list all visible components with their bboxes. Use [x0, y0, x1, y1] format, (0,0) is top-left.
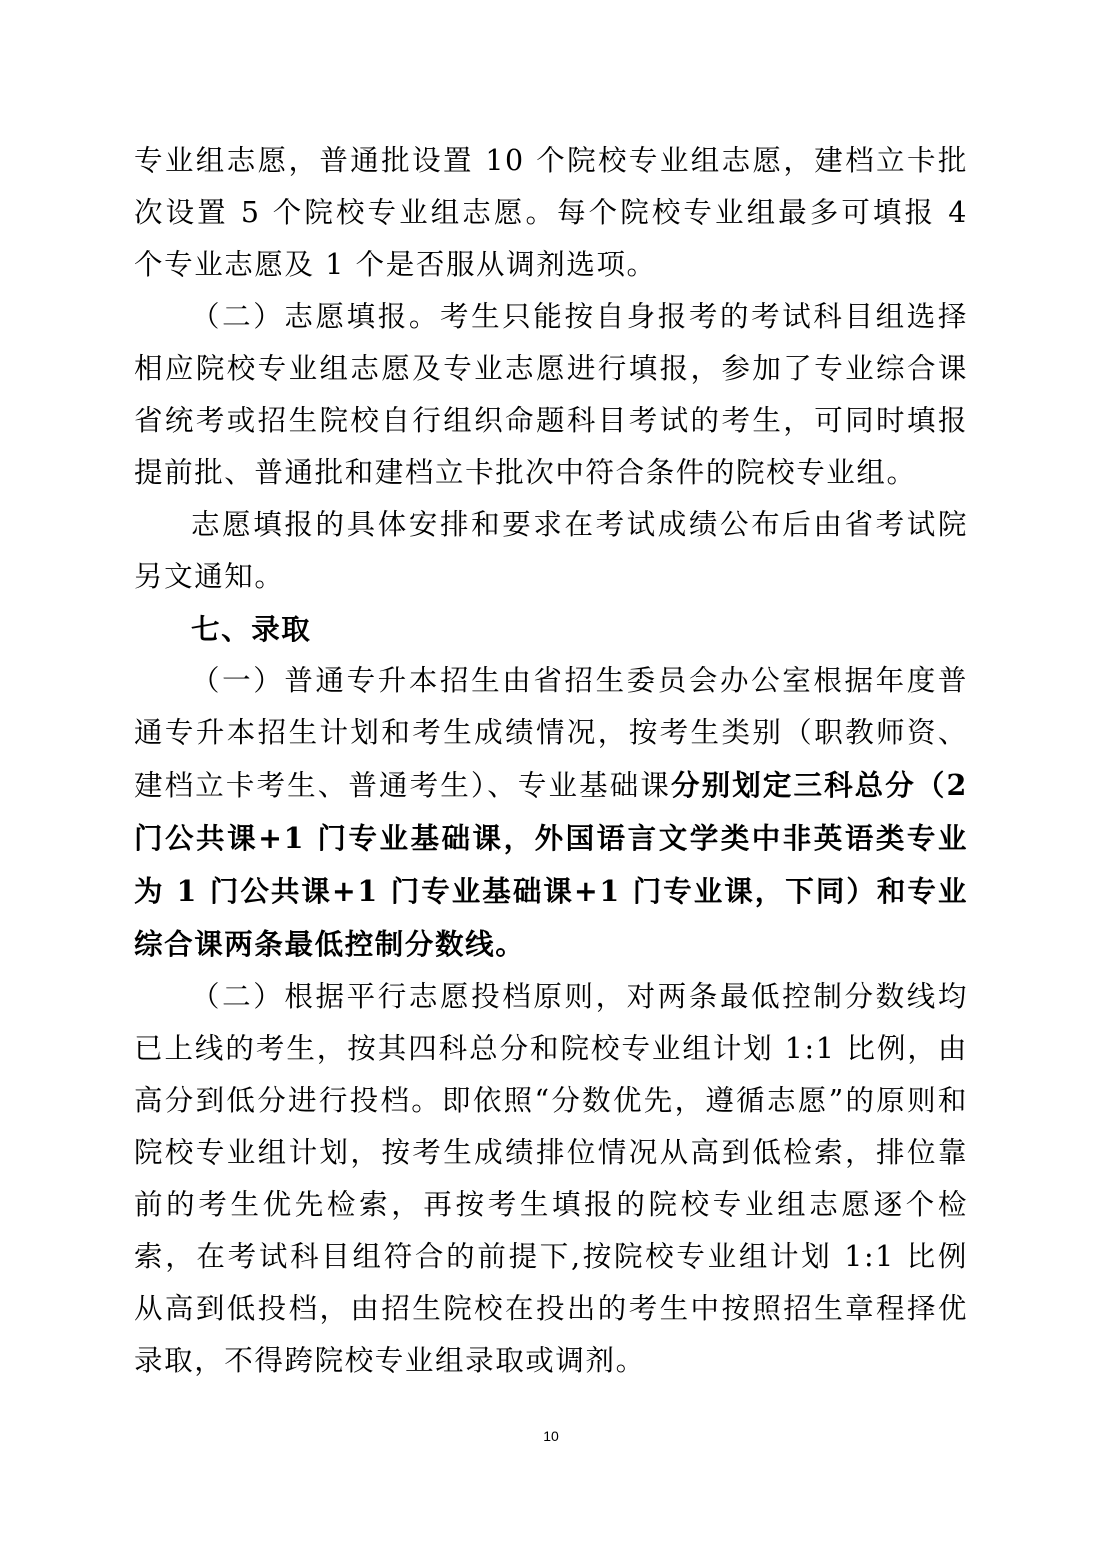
paragraph-parallel-volunteer: （二）根据平行志愿投档原则，对两条最低控制分数线均已上线的考生，按其四科总分和院校专业组计划 1:1 比例，由高分到低分进行投档。即依照“分数优先，遵循志愿”的原则和院校专业组计划，按考生成绩排位情况从高到低检索，排位靠前的考生优先检索，再按考生填报的院校专业组志愿逐个检索，在考试科目组符合的前提下,按院校专业组计划 1:1 比例从高到低投档，由招生院校在投出的考生中按照招生章程择优录取，不得跨院校专业组录取或调剂。 [134, 980, 968, 1377]
paragraph-admission-lines [134, 655, 968, 971]
paragraph-filling-notice: 志愿填报的具体安排和要求在考试成绩公布后由省考试院另文通知。 [134, 508, 968, 593]
section-heading-admission: 七、录取 [191, 612, 312, 646]
paragraph-volunteer-settings: 专业组志愿，普通批设置 10 个院校专业组志愿，建档立卡批次设置 5 个院校专业组志愿。每个院校专业组最多可填报 4 个专业志愿及 1 个是否服从调剂选项。 [134, 144, 968, 281]
page-number: 10 [543, 1428, 559, 1444]
body-text [134, 135, 968, 1387]
admission-lines-bold-text: 分别划定三科总分（2 门公共课+1 门专业基础课，外国语言文学类中非英语类专业为 1 门公共课+1 门专业基础课+1 门专业课，下同）和专业综合课两条最低控制分数线。 [134, 768, 968, 961]
admission-lines-text: （一）普通专升本招生由省招生委员会办公室根据年度普通专升本招生计划和考生成绩情况，按考生类别（职教师资、建档立卡考生、普通考生）、专业基础课 [134, 664, 968, 802]
paragraph-volunteer-filling: （二）志愿填报。考生只能按自身报考的考试科目组选择相应院校专业组志愿及专业志愿进行填报，参加了专业综合课省统考或招生院校自行组织命题科目考试的考生，可同时填报提前批、普通批和建档立卡批次中符合条件的院校专业组。 [134, 300, 968, 489]
